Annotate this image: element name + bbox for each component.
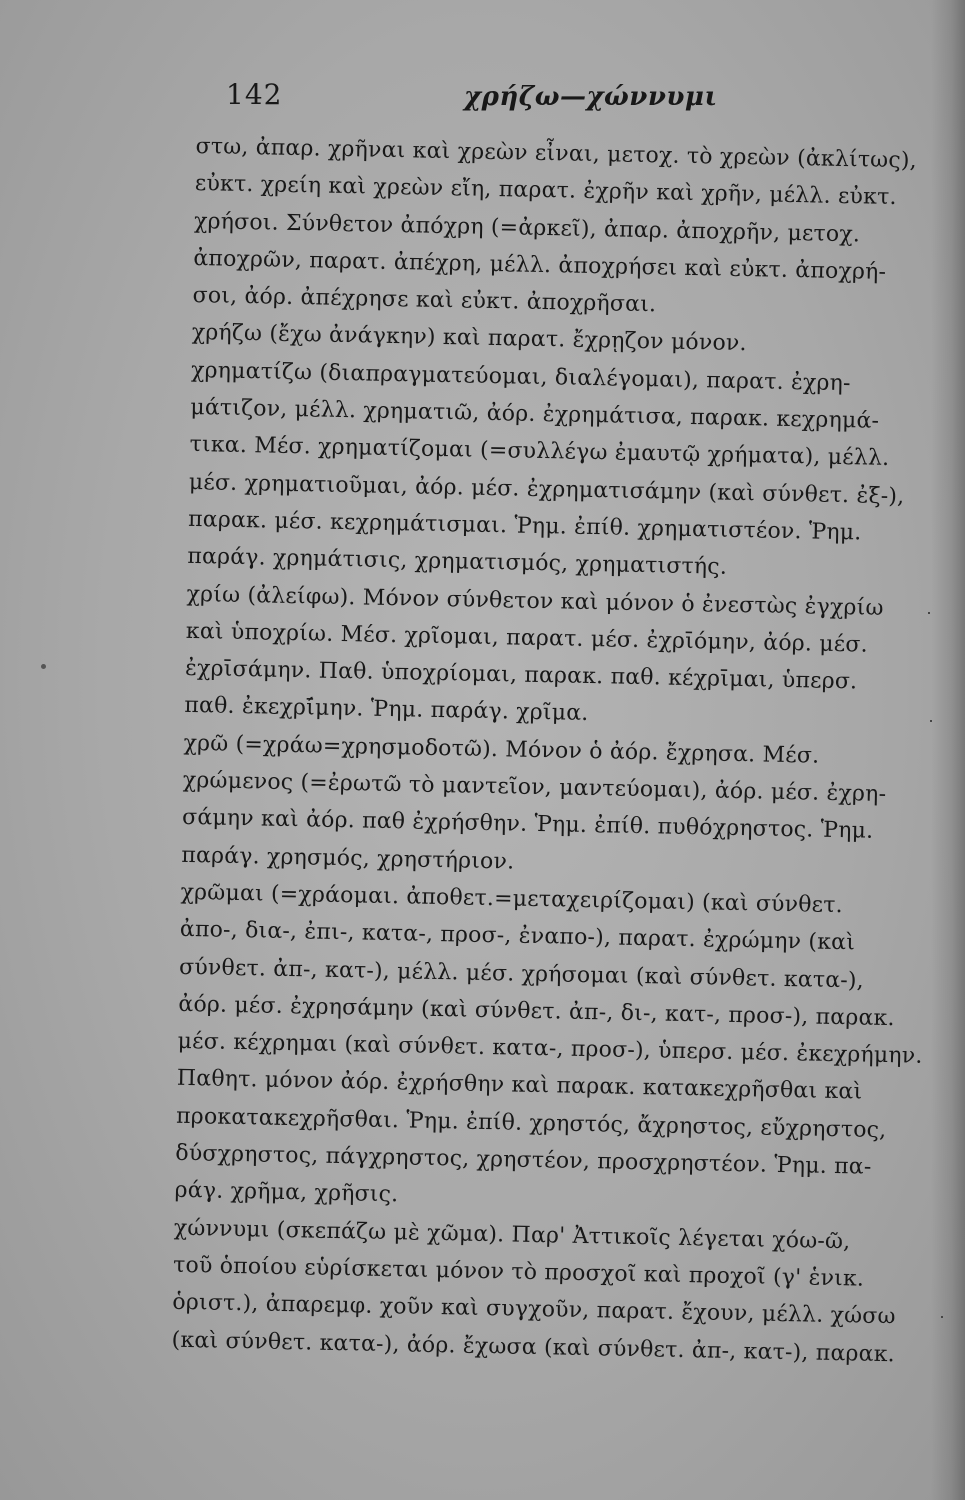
text-line: ἐχρῑσάμην. Παθ. ὑποχρίομαι, παρακ. παθ. κέχρῑμαι, ὑπερσ. [184,656,858,695]
margin-speck [930,720,932,722]
text-line: χρηματίζω (διαπραγματεύομαι, διαλέγομαι), παρατ. ἐχρη- [190,357,851,396]
text-line: παράγ. χρημάτισις, χρηματισμός, χρηματιστής. [187,544,728,581]
text-line: καὶ ὑποχρίω. Μέσ. χρῖομαι, παρατ. μέσ. ἐχρῑόμην, ἀόρ. μέσ. [185,618,869,658]
text-line: παράγ. χρησμός, χρηστήριον. [181,842,515,875]
margin-speck [928,612,930,614]
margin-speck [941,1316,943,1318]
text-line: Παθητ. μόνον ἀόρ. ἐχρήσθην καὶ παρακ. κατακεχρῆσθαι καὶ [176,1066,863,1105]
text-line: σοι, ἀόρ. ἀπέχρησε καὶ εὐκτ. ἀποχρῆσαι. [192,283,657,318]
text-line: εὐκτ. χρείη καὶ χρεὼν εἴη, παρατ. ἐχρῆν καὶ χρῆν, μέλλ. εὐκτ. [194,171,897,211]
text-line: παθ. ἐκεχρῑ́μην. Ῥημ. παράγ. χρῖμα. [184,693,589,727]
text-line: χώννυμι (σκεπάζω μὲ χῶμα). Παρ' Ἀττικοῖς λέγεται χόω-ῶ, [173,1215,851,1254]
text-line: ἀπο-, δια-, ἐπι-, κατα-, προσ-, ἐναπο-), παρατ. ἐχρώμην (καὶ [179,917,856,956]
margin-spot [41,664,46,669]
page-number: 142 [226,78,283,111]
text-line: χρήσοι. Σύνθετον ἀπόχρη (=ἀρκεῖ), ἀπαρ. ἀποχρῆν, μετοχ. [193,208,861,247]
body-text [171,128,923,1373]
text-line: τοῦ ὁποίου εὑρίσκεται μόνον τὸ προσχοῖ καὶ προχοῖ (γ' ἑνικ. [172,1252,865,1292]
text-line: μέσ. χρηματιοῦμαι, ἀόρ. μέσ. ἐχρηματισάμην (καὶ σύνθετ. ἐξ-), [188,469,905,509]
text-line: χρήζω (ἔχω ἀνάγκην) καὶ παρατ. ἔχρῃζον μόνον. [191,320,747,357]
text-line: ὁριστ.), ἀπαρεμφ. χοῦν καὶ συγχοῦν, παρατ. ἔχουν, μέλλ. χώσω [172,1289,896,1330]
text-line: ἀόρ. μέσ. ἐχρησάμην (καὶ σύνθετ. ἀπ-, δι-, κατ-, προσ-), παρακ. [178,991,895,1032]
text-line: χρώμενος (=ἐρωτῶ τὸ μαντεῖον, μαντεύομαι), ἀόρ. μέσ. ἐχρη- [182,767,887,808]
text-line: χρῶμαι (=χράομαι. ἀποθετ.=μεταχειρίζομαι) (καὶ σύνθετ. [180,879,844,919]
text-line: σάμην καὶ ἀόρ. παθ ἐχρήσθην. Ῥημ. ἐπίθ. πυθόχρηστος. Ῥημ. [181,805,874,845]
text-line: μάτιζον, μέλλ. χρηματιῶ, ἀόρ. ἐχρημάτισα, παρακ. κεχρημά- [190,395,880,434]
page-edge-shadow [931,0,965,1500]
text-line: χρίω (ἀλείφω). Μόνον σύνθετον καὶ μόνον ὁ ἐνεστὼς ἐγχρίω [186,581,884,621]
running-head: χρήζω—χώννυμι [464,82,718,112]
text-line: (καὶ σύνθετ. κατα-), ἀόρ. ἔχωσα (καὶ σύνθετ. ἀπ-, κατ-), παρακ. [171,1327,896,1367]
text-line: χρῶ (=χράω=χρησμοδοτῶ). Μόνον ὁ ἀόρ. ἔχρησα. Μέσ. [183,730,820,769]
text-line: σύνθετ. ἀπ-, κατ-), μέλλ. μέσ. χρήσομαι (καὶ σύνθετ. κατα-), [178,954,865,994]
text-line: προκατακεχρῆσθαι. Ῥημ. ἐπίθ. χρηστός, ἄχρηστος, εὔχρηστος, [175,1103,887,1143]
text-line: τικα. Μέσ. χρηματίζομαι (=συλλέγω ἐμαυτῷ χρήματα), μέλλ. [189,432,890,472]
text-line: στω, ἀπαρ. χρῆναι καὶ χρεὼν εἶναι, μετοχ. τὸ χρεὼν (ἀκλίτως), [195,133,918,174]
page-header [0,72,965,122]
text-line: ράγ. χρῆμα, χρῆσις. [174,1178,399,1208]
text-line: ἀποχρῶν, παρατ. ἀπέχρη, μέλλ. ἀποχρήσει καὶ εὐκτ. ἀποχρή- [193,245,887,285]
text-line: μέσ. κέχρημαι (καὶ σύνθετ. κατα-, προσ-), ὑπερσ. μέσ. ἐκεχρήμην. [177,1028,923,1069]
text-line: παρακ. μέσ. κεχρημάτισμαι. Ῥημ. ἐπίθ. χρηματιστέον. Ῥημ. [187,506,862,546]
text-line: δύσχρηστος, πάγχρηστος, χρηστέον, προσχρηστέον. Ῥημ. πα- [175,1140,872,1180]
